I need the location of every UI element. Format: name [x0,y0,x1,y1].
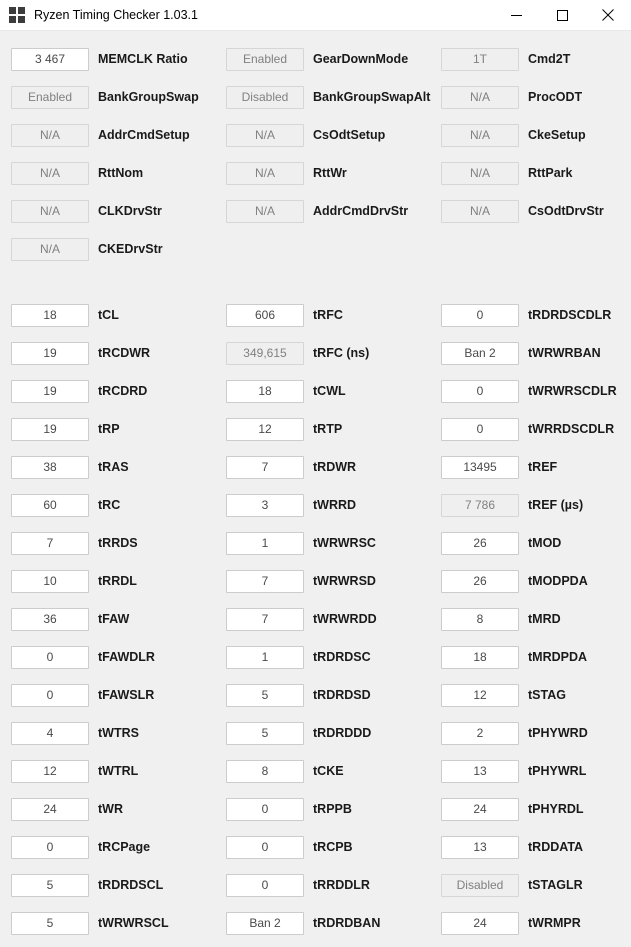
field-label: tCL [98,308,119,322]
timing-field-tmodpda [441,567,631,595]
field-label: tWRWRSD [313,574,376,588]
timing-field-trcpage [11,833,212,861]
close-button[interactable] [585,0,631,30]
value-input[interactable]: 13 [441,836,519,859]
value-input[interactable]: 0 [11,684,89,707]
value-input[interactable]: 24 [441,912,519,935]
timing-field-trddata [441,833,631,861]
timing-field-trdrdscl [11,871,212,899]
field-label: tMRDPDA [528,650,588,664]
field-label: tRDRDBAN [313,916,381,930]
timing-field-trdrdsc [226,643,427,671]
value-input[interactable]: 10 [11,570,89,593]
field-label: tFAWDLR [98,650,155,664]
value-input[interactable]: N/A [226,124,304,147]
field-label: tRP [98,422,120,436]
field-label: CsOdtDrvStr [528,204,604,218]
field-label: tPHYWRD [528,726,588,740]
field-label: tRDRDSCL [98,878,164,892]
timing-field-twrmpr [441,909,631,937]
value-input[interactable]: 24 [11,798,89,821]
value-input[interactable]: Ban 2 [441,342,519,365]
field-label: tWRRDSCDLR [528,422,615,436]
value-input[interactable]: 4 [11,722,89,745]
timing-field-tmod [441,529,631,557]
memory-config-grid [0,45,631,273]
section-divider [0,273,631,301]
value-input[interactable]: 38 [11,456,89,479]
window-controls [493,0,631,30]
field-label: tWTRS [98,726,139,740]
timing-field-trcpb [226,833,427,861]
field-label: GearDownMode [313,52,409,66]
field-label: tREF (µs) [528,498,584,512]
timing-field-trcdwr [11,339,212,367]
value-input[interactable]: 18 [226,380,304,403]
timing-field-tstag [441,681,631,709]
value-input[interactable]: 8 [441,608,519,631]
field-label: tMOD [528,536,562,550]
window-title: Ryzen Timing Checker 1.03.1 [34,8,198,22]
field-label: BankGroupSwapAlt [313,90,431,104]
field-label: tCKE [313,764,344,778]
value-input[interactable]: 1 [226,646,304,669]
field-label: tRFC (ns) [313,346,370,360]
value-input[interactable]: N/A [11,162,89,185]
field-label: tRFC [313,308,343,322]
value-input[interactable]: 18 [11,304,89,327]
field-label: tRDDATA [528,840,584,854]
timing-field-trdrddd [226,719,427,747]
value-input[interactable]: 1T [441,48,519,71]
field-label: tMRD [528,612,561,626]
value-input[interactable]: 5 [226,684,304,707]
value-input[interactable]: 36 [11,608,89,631]
timing-field-tref-s [441,491,631,519]
timing-field-trrddlr [226,871,427,899]
timing-field-twrwrsd [226,567,427,595]
field-label: tRCDWR [98,346,151,360]
field-label: tWRRD [313,498,357,512]
field-label: tFAW [98,612,130,626]
value-input[interactable]: 7 786 [441,494,519,517]
field-label: ProcODT [528,90,583,104]
value-input[interactable]: N/A [441,162,519,185]
value-input[interactable]: 8 [226,760,304,783]
field-label: tMODPDA [528,574,588,588]
main-content [0,31,631,947]
field-label: RttNom [98,166,144,180]
field-label: tRDRDSD [313,688,371,702]
field-label: tWRWRBAN [528,346,601,360]
field-label: tPHYWRL [528,764,587,778]
field-label: tRAS [98,460,129,474]
timing-field-trp [11,415,212,443]
field-label: tWRMPR [528,916,581,930]
value-input[interactable]: 13 [441,760,519,783]
value-input[interactable]: Enabled [11,86,89,109]
field-label: tRPPB [313,802,352,816]
value-input[interactable]: 0 [11,646,89,669]
value-input[interactable]: 0 [226,836,304,859]
timing-field-tphyrdl [441,795,631,823]
value-input[interactable]: Disabled [441,874,519,897]
value-input[interactable]: 7 [226,456,304,479]
field-label: tWR [98,802,123,816]
field-label: tRCDRD [98,384,148,398]
timing-field-tfaw [11,605,212,633]
field-label: tRRDDLR [313,878,370,892]
value-input[interactable]: N/A [11,200,89,223]
value-input[interactable]: 26 [441,570,519,593]
value-input[interactable]: 19 [11,342,89,365]
field-label: AddrCmdSetup [98,128,190,142]
value-input[interactable]: 60 [11,494,89,517]
field-label: tRCPage [98,840,151,854]
memory-timings-grid [0,301,631,947]
value-input[interactable]: 3 467 [11,48,89,71]
value-input[interactable]: 606 [226,304,304,327]
timing-field-trc [11,491,212,519]
value-input[interactable]: 7 [226,570,304,593]
timing-field-bankgroupswap [11,83,212,111]
field-label: tWRWRSC [313,536,376,550]
field-label: tRRDS [98,536,138,550]
value-input[interactable]: 3 [226,494,304,517]
timing-field-trrdl [11,567,212,595]
value-input[interactable]: 0 [441,380,519,403]
value-input[interactable]: N/A [441,200,519,223]
value-input[interactable]: 26 [441,532,519,555]
timing-field-addrcmddrvstr [226,197,427,225]
timing-field-twrwrban [441,339,631,367]
value-input[interactable]: 2 [441,722,519,745]
timing-field-rttwr [226,159,427,187]
value-input[interactable]: 5 [11,874,89,897]
field-label: CKEDrvStr [98,242,163,256]
value-input[interactable]: N/A [441,86,519,109]
timing-field-tcke [226,757,427,785]
timing-field-tstaglr [441,871,631,899]
title-bar [0,0,631,31]
field-label: tCWL [313,384,346,398]
field-label: tWRWRSCL [98,916,169,930]
value-input[interactable]: 5 [11,912,89,935]
timing-field-tphywrl [441,757,631,785]
timing-field-rttnom [11,159,212,187]
field-label: tRCPB [313,840,353,854]
timing-field-trfc-ns [226,339,427,367]
timing-field-twtrs [11,719,212,747]
value-input[interactable]: 19 [11,380,89,403]
value-input[interactable]: 24 [441,798,519,821]
value-input[interactable]: 12 [11,760,89,783]
field-label: tSTAGLR [528,878,583,892]
value-input[interactable]: 0 [226,874,304,897]
field-label: MEMCLK Ratio [98,52,188,66]
field-label: AddrCmdDrvStr [313,204,409,218]
value-input[interactable]: 18 [441,646,519,669]
field-label: tRC [98,498,121,512]
timing-field-trdrdsd [226,681,427,709]
timing-field-tcwl [226,377,427,405]
timing-field-ckedrvstr [11,235,212,263]
timing-field-twrrd [226,491,427,519]
minimize-button[interactable] [493,0,539,30]
field-label: tPHYRDL [528,802,584,816]
timing-field-trtp [226,415,427,443]
field-label: tREF [528,460,558,474]
timing-field-trppb [226,795,427,823]
field-label: tWTRL [98,764,139,778]
value-input[interactable]: 5 [226,722,304,745]
field-label: tRDRDSC [313,650,371,664]
timing-field-tras [11,453,212,481]
timing-field-tcl [11,301,212,329]
value-input[interactable]: 19 [11,418,89,441]
field-label: BankGroupSwap [98,90,199,104]
timing-field-rttpark [441,159,631,187]
timing-field-ckesetup [441,121,631,149]
timing-field-clkdrvstr [11,197,212,225]
field-label: RttWr [313,166,347,180]
value-input[interactable]: Ban 2 [226,912,304,935]
timing-field-tfawdlr [11,643,212,671]
field-label: CkeSetup [528,128,586,142]
value-input[interactable]: 13495 [441,456,519,479]
timing-field-twrwrsc [226,529,427,557]
timing-field-addrcmdsetup [11,121,212,149]
timing-field-trrds [11,529,212,557]
field-label: tRDWR [313,460,357,474]
field-label: tRRDL [98,574,137,588]
value-input[interactable]: 0 [441,418,519,441]
timing-field-procodt [441,83,631,111]
timing-field-trdrdscdlr [441,301,631,329]
timing-field-memclk-ratio [11,45,212,73]
timing-field-tmrdpda [441,643,631,671]
timing-field-tfawslr [11,681,212,709]
value-input[interactable]: 7 [226,608,304,631]
timing-field-tref [441,453,631,481]
timing-field-tmrd [441,605,631,633]
app-grid-icon [9,7,25,23]
field-label: tRDRDDD [313,726,372,740]
field-label: CLKDrvStr [98,204,162,218]
value-input[interactable]: 12 [226,418,304,441]
value-input[interactable]: 349,615 [226,342,304,365]
field-label: tWRWRDD [313,612,377,626]
value-input[interactable]: 7 [11,532,89,555]
timing-field-trcdrd [11,377,212,405]
field-label: tRDRDSCDLR [528,308,612,322]
timing-field-csodtsetup [226,121,427,149]
timing-field-cmd2t [441,45,631,73]
timing-field-trdrdban [226,909,427,937]
maximize-button[interactable] [539,0,585,30]
field-label: tFAWSLR [98,688,155,702]
timing-field-geardownmode [226,45,427,73]
value-input[interactable]: N/A [11,238,89,261]
value-input[interactable]: Enabled [226,48,304,71]
value-input[interactable]: Disabled [226,86,304,109]
value-input[interactable]: 0 [11,836,89,859]
value-input[interactable]: 0 [441,304,519,327]
value-input[interactable]: N/A [441,124,519,147]
field-label: tWRWRSCDLR [528,384,617,398]
timing-field-twrwrscdlr [441,377,631,405]
timing-field-twrwrscl [11,909,212,937]
value-input[interactable]: N/A [226,162,304,185]
field-label: RttPark [528,166,573,180]
timing-field-twtrl [11,757,212,785]
timing-field-twrrdscdlr [441,415,631,443]
timing-field-trfc [226,301,427,329]
value-input[interactable]: 12 [441,684,519,707]
field-label: tRTP [313,422,343,436]
value-input[interactable]: N/A [11,124,89,147]
timing-field-tphywrd [441,719,631,747]
timing-field-twrwrdd [226,605,427,633]
value-input[interactable]: N/A [226,200,304,223]
timing-field-bankgroupswapalt [226,83,431,111]
value-input[interactable]: 1 [226,532,304,555]
timing-field-twr [11,795,212,823]
value-input[interactable]: 0 [226,798,304,821]
field-label: Cmd2T [528,52,571,66]
timing-field-csodtdrvstr [441,197,631,225]
field-label: CsOdtSetup [313,128,386,142]
timing-field-trdwr [226,453,427,481]
field-label: tSTAG [528,688,566,702]
